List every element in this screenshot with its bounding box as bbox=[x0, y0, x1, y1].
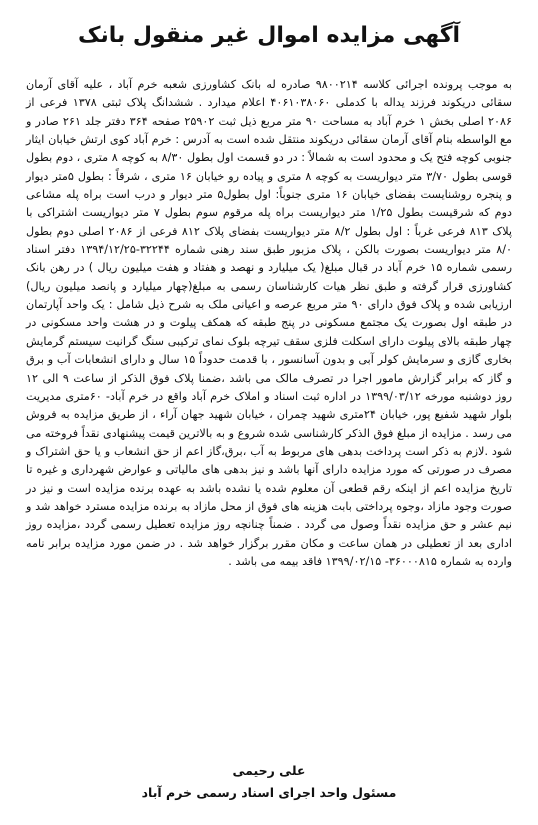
signature-block bbox=[26, 760, 512, 804]
signer-name: علی رحیمی bbox=[232, 763, 306, 778]
notice-body: به موجب پرونده اجرائی کلاسه ۹۸۰۰۲۱۴ صادره له بانک کشاورزی شعبه خرم آباد ، علیه آقای آرمان سقائی دریکوند فرزند یداله با کدملی ۴۰۶۱۰۳۸۰۶۰ اعلام میدارد . ششدانگ پلاک ثبتی ۱۳۷۸ فرعی از ۲۰۸۶ اصلی بخش ۱ خرم آباد به مساحت ۹۰ متر مربع ذیل ثبت ۲۵۹۰۲ صفحه ۳۶۴ دفتر جلد ۲۶۱ صادر و مع الواسطه بنام آقای آرمان سقائی دریکوند منتقل شده است به آدرس : خرم آباد کوی ارتش خیابان ایثار جنوبی کوچه فتح یک و محدود است به شمالاً : در دو قسمت اول بطول ۸/۳۰ به کوچه ۸ متری ، دوم بطول قوسی بطول ۳/۷۰ متر دیواریست به کوچه ۸ متری و پیاده رو خیابان ۱۶ متری ، شرقاً : بطول ۵متر دیوار و پنجره روشنایست بفضای خیابان ۱۶ متری جنوباً: اول بطول۵ متر دیوار و درب است براه پله مشاعی دوم که شرقیست بطول ۱/۲۵ متر دیواریست براه پله مرقوم سوم بطول ۷ متر دیواریست اشتراکی با پلاک ۸۱۳ فرعی غرباً : اول بطول ۸/۲ متر دیواریست بفضای پلاک ۸۱۲ فرعی از ۲۰۸۶ اصلی دوم بطول ۸/۰ متر دیواریست بصورت بالکن ، پلاک مزبور طبق سند رهنی شماره ۳۲۲۴۴-۱۳۹۴/۱۲/۲۵ دفتر اسناد رسمی شماره ۱۵ خرم آباد در قبال مبلغ( یک میلیارد و نهصد و هفتاد و هفت میلیون ریال ) در رهن بانک کشاورزی قرار گرفته و طبق نظر هیات کارشناسان رسمی به مبلغ(چهار میلیارد و پانصد میلیون ریال) ارزیابی شده و پلاک فوق دارای ۹۰ متر مربع عرصه و اعیانی ملک به شرح ذیل شامل : یک واحد آپارتمان در طبقه اول بصورت یک مجتمع مسکونی در پنج طبقه که همکف پیلوت و در هشت واحد مسکونی در چهار طبقه بالای پیلوت دارای اسکلت فلزی سقف تیرچه بلوک نمای ترکیبی سنگ گرانیت سیستم گرمایش بخاری گازی و سرمایش کولر آبی و بدون آسانسور ، با قدمت حدوداً ۱۵ سال و دارای انشعابات آب و برق و گاز که برابر گزارش مامور اجرا در تصرف مالک می باشد ،ضمنا پلاک فوق الذکر از ساعت ۹ الی ۱۲ روز دوشنبه مورخه ۱۳۹۹/۰۳/۱۲ در اداره ثبت اسناد و املاک خرم آباد واقع در خرم آباد- ۶۰متری مدیریت بلوار شهید شفیع پور، خیابان ۲۴متری شهید چمران ، خیابان شهید جهان آراء ، از طریق مزایده به فروش می رسد . مزایده از مبلغ فوق الذکر کارشناسی شده شروع و به بالاترین قیمت پیشنهادی نقداً فروخته می شود .لازم به ذکر است پرداخت بدهی های مربوط به آب ،برق،گاز اعم از حق انشعاب و یا حق اشتراک و مصرف در صورتی که مورد مزایده دارای آنها باشد و نیز بدهی های مالیاتی و عوارض شهرداری و غیره تا تاریخ مزایده اعم از اینکه رقم قطعی آن معلوم شده یا نشده باشد به عهده برنده مزایده است و نیز در صورت وجود مازاد ،وجوه پرداختی بابت هزینه های فوق از محل مازاد به برنده مزایده مسترد خواهد شد و نیم عشر و حق مزایده نقداً وصول می گردد . ضمناً چنانچه روز مزایده تعطیل رسمی گردد ،مزایده روز اداری بعد از تعطیلی در همان ساعت و مکان مقرر برگزار خواهد شد . در ضمن مورد مزایده برابر نامه وارده به شماره ۳۶۰۰۰۸۱۵- ۱۳۹۹/۰۲/۱۵ فاقد بیمه می باشد . bbox=[26, 78, 513, 568]
notice-title: آگهی مزایده اموال غیر منقول بانک bbox=[77, 23, 461, 48]
signer-role: مسئول واحد اجرای اسناد رسمی خرم آباد bbox=[141, 785, 397, 800]
